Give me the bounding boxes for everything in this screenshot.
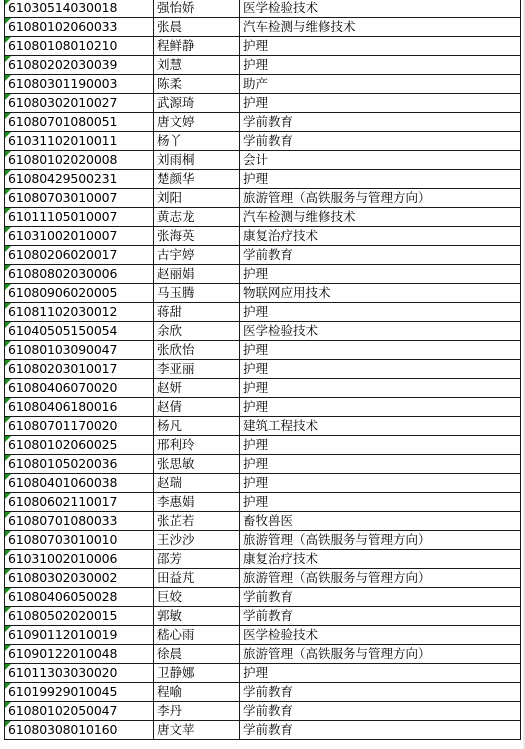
text-number-warning-marker	[5, 607, 11, 613]
student-id-text: 61080302030002	[8, 570, 118, 585]
student-id-cell[interactable]	[5, 189, 154, 208]
major-cell[interactable]: 护理	[240, 398, 521, 417]
table-row	[5, 626, 521, 645]
major-cell[interactable]: 医学检验技术	[240, 626, 521, 645]
student-id-cell[interactable]	[5, 360, 154, 379]
text-number-warning-marker	[5, 455, 11, 461]
table-row	[5, 645, 521, 664]
student-name-cell[interactable]: 赵丽娟	[154, 265, 240, 284]
table-row	[5, 493, 521, 512]
student-id-cell[interactable]	[5, 721, 154, 740]
student-id-cell[interactable]	[5, 474, 154, 493]
student-id-text: 61031002010006	[8, 551, 118, 566]
text-number-warning-marker	[5, 227, 11, 233]
student-name-cell[interactable]: 武源琦	[154, 94, 240, 113]
student-id-cell[interactable]	[5, 303, 154, 322]
text-number-warning-marker	[5, 132, 11, 138]
major-cell[interactable]: 护理	[240, 474, 521, 493]
table-row	[5, 683, 521, 702]
student-id-text: 61080103090047	[8, 342, 118, 357]
student-id-cell[interactable]	[5, 341, 154, 360]
text-number-warning-marker	[5, 265, 11, 271]
text-number-warning-marker	[5, 531, 11, 537]
student-name-cell[interactable]: 张思敏	[154, 455, 240, 474]
student-id-text: 61080202030039	[8, 57, 118, 72]
student-id-text: 61080406050028	[8, 589, 118, 604]
student-table	[4, 0, 521, 740]
student-id-cell[interactable]	[5, 683, 154, 702]
table-row	[5, 227, 521, 246]
student-id-text: 61080502020015	[8, 608, 118, 623]
major-cell[interactable]: 医学检验技术	[240, 322, 521, 341]
student-name-cell[interactable]: 唐文苹	[154, 721, 240, 740]
student-name-cell[interactable]: 张海英	[154, 227, 240, 246]
student-id-text: 61080301190003	[8, 76, 118, 91]
student-id-cell[interactable]	[5, 322, 154, 341]
table-row	[5, 569, 521, 588]
text-number-warning-marker	[5, 0, 11, 5]
student-id-cell[interactable]	[5, 379, 154, 398]
text-number-warning-marker	[5, 512, 11, 518]
table-row	[5, 436, 521, 455]
student-id-cell[interactable]	[5, 113, 154, 132]
student-name-cell[interactable]: 余欣	[154, 322, 240, 341]
student-id-text: 61081102030012	[8, 304, 118, 319]
student-name-cell[interactable]: 郭敏	[154, 607, 240, 626]
student-name-cell[interactable]: 黄志龙	[154, 208, 240, 227]
student-name-cell[interactable]: 田益芃	[154, 569, 240, 588]
text-number-warning-marker	[5, 322, 11, 328]
student-name-cell[interactable]: 徐晨	[154, 645, 240, 664]
student-id-cell[interactable]	[5, 246, 154, 265]
student-id-cell[interactable]	[5, 531, 154, 550]
text-number-warning-marker	[5, 113, 11, 119]
student-id-cell[interactable]	[5, 94, 154, 113]
student-name-cell[interactable]: 卫静娜	[154, 664, 240, 683]
text-number-warning-marker	[5, 493, 11, 499]
major-cell[interactable]: 旅游管理（高铁服务与管理方向）	[240, 531, 521, 550]
student-id-cell[interactable]	[5, 455, 154, 474]
student-id-cell[interactable]	[5, 436, 154, 455]
major-cell[interactable]: 学前教育	[240, 607, 521, 626]
student-name-cell[interactable]: 刘慧	[154, 56, 240, 75]
student-id-cell[interactable]	[5, 75, 154, 94]
major-cell[interactable]: 护理	[240, 265, 521, 284]
student-name-cell[interactable]: 杨凡	[154, 417, 240, 436]
student-id-text: 61080406070020	[8, 380, 118, 395]
student-id-cell[interactable]	[5, 56, 154, 75]
text-number-warning-marker	[5, 550, 11, 556]
text-number-warning-marker	[5, 569, 11, 575]
major-cell[interactable]: 旅游管理（高铁服务与管理方向）	[240, 645, 521, 664]
student-id-cell[interactable]	[5, 398, 154, 417]
text-number-warning-marker	[5, 702, 11, 708]
table-row	[5, 56, 521, 75]
text-number-warning-marker	[5, 626, 11, 632]
text-number-warning-marker	[5, 94, 11, 100]
student-id-text: 61031002010007	[8, 228, 118, 243]
student-id-text: 61080802030006	[8, 266, 118, 281]
student-id-cell[interactable]	[5, 0, 154, 18]
table-row	[5, 246, 521, 265]
major-cell[interactable]: 护理	[240, 455, 521, 474]
student-name-cell[interactable]: 赵倩	[154, 398, 240, 417]
student-id-text: 61080203010017	[8, 361, 118, 376]
student-name-cell[interactable]: 王沙沙	[154, 531, 240, 550]
student-id-cell[interactable]	[5, 151, 154, 170]
student-id-text: 61080906020005	[8, 285, 118, 300]
student-name-cell[interactable]: 邢利玲	[154, 436, 240, 455]
student-id-text: 61080105020036	[8, 456, 118, 471]
table-row	[5, 417, 521, 436]
major-cell[interactable]: 护理	[240, 493, 521, 512]
student-id-cell[interactable]	[5, 208, 154, 227]
text-number-warning-marker	[5, 436, 11, 442]
student-name-cell[interactable]: 杨丫	[154, 132, 240, 151]
major-cell[interactable]: 护理	[240, 379, 521, 398]
major-cell[interactable]: 旅游管理（高铁服务与管理方向）	[240, 189, 521, 208]
table-row	[5, 512, 521, 531]
student-id-text: 61031102010011	[8, 133, 118, 148]
student-id-cell[interactable]	[5, 18, 154, 37]
student-name-cell[interactable]: 唐文婷	[154, 113, 240, 132]
student-id-text: 61080102060025	[8, 437, 118, 452]
student-id-text: 61080701080033	[8, 513, 118, 528]
student-id-cell[interactable]	[5, 493, 154, 512]
table-row	[5, 113, 521, 132]
table-row	[5, 379, 521, 398]
table-row	[5, 588, 521, 607]
student-name-cell[interactable]: 赵瑞	[154, 474, 240, 493]
major-cell[interactable]: 会计	[240, 151, 521, 170]
table-body	[5, 0, 521, 740]
major-cell[interactable]: 学前教育	[240, 113, 521, 132]
text-number-warning-marker	[5, 664, 11, 670]
student-name-cell[interactable]: 马玉腾	[154, 284, 240, 303]
student-id-text: 61080602110017	[8, 494, 118, 509]
text-number-warning-marker	[5, 645, 11, 651]
major-cell[interactable]: 旅游管理（高铁服务与管理方向）	[240, 569, 521, 588]
student-name-cell[interactable]: 强怡娇	[154, 0, 240, 18]
student-name-cell[interactable]: 嵇心雨	[154, 626, 240, 645]
text-number-warning-marker	[5, 588, 11, 594]
major-cell[interactable]: 康复治疗技术	[240, 227, 521, 246]
major-cell[interactable]: 助产	[240, 75, 521, 94]
student-id-text: 61080401060038	[8, 475, 118, 490]
student-id-text: 61080429500231	[8, 171, 118, 186]
student-id-text: 61080406180016	[8, 399, 118, 414]
major-cell[interactable]: 护理	[240, 303, 521, 322]
student-name-cell[interactable]: 楚颜华	[154, 170, 240, 189]
table-row	[5, 75, 521, 94]
table-row	[5, 170, 521, 189]
student-id-text: 61090112010019	[8, 627, 118, 642]
student-id-cell[interactable]	[5, 417, 154, 436]
major-cell[interactable]: 康复治疗技术	[240, 550, 521, 569]
table-row	[5, 94, 521, 113]
major-cell[interactable]: 护理	[240, 94, 521, 113]
student-name-cell[interactable]: 程鲜静	[154, 37, 240, 56]
student-name-cell[interactable]: 李丹	[154, 702, 240, 721]
student-id-text: 61080703010010	[8, 532, 118, 547]
text-number-warning-marker	[5, 151, 11, 157]
student-id-text: 61080701080051	[8, 114, 118, 129]
student-id-text: 61040505150054	[8, 323, 118, 338]
student-id-text: 61011303030020	[8, 665, 118, 680]
table-row	[5, 398, 521, 417]
student-name-cell[interactable]: 张欣怡	[154, 341, 240, 360]
table-row	[5, 37, 521, 56]
table-row	[5, 702, 521, 721]
table-row	[5, 265, 521, 284]
text-number-warning-marker	[5, 18, 11, 24]
major-cell[interactable]: 护理	[240, 341, 521, 360]
student-id-text: 61080701170020	[8, 418, 118, 433]
major-cell[interactable]: 护理	[240, 170, 521, 189]
major-cell[interactable]: 护理	[240, 56, 521, 75]
table-row	[5, 607, 521, 626]
text-number-warning-marker	[5, 398, 11, 404]
student-name-cell[interactable]: 陈柔	[154, 75, 240, 94]
student-id-text: 61011105010007	[8, 209, 118, 224]
student-id-cell[interactable]	[5, 37, 154, 56]
student-id-text: 61019929010045	[8, 684, 118, 699]
student-name-cell[interactable]: 程喻	[154, 683, 240, 702]
major-cell[interactable]: 物联网应用技术	[240, 284, 521, 303]
table-row	[5, 189, 521, 208]
student-id-text: 61080102060033	[8, 19, 118, 34]
student-name-cell[interactable]: 李亚丽	[154, 360, 240, 379]
student-id-text: 61030514030018	[8, 0, 118, 15]
student-id-cell[interactable]	[5, 132, 154, 151]
table-row	[5, 151, 521, 170]
student-name-cell[interactable]: 刘阳	[154, 189, 240, 208]
student-id-text: 61080108010210	[8, 38, 118, 53]
student-id-cell[interactable]	[5, 227, 154, 246]
text-number-warning-marker	[5, 189, 11, 195]
student-id-cell[interactable]	[5, 664, 154, 683]
text-number-warning-marker	[5, 284, 11, 290]
student-name-cell[interactable]: 邵芳	[154, 550, 240, 569]
student-id-cell[interactable]	[5, 569, 154, 588]
student-id-cell[interactable]	[5, 550, 154, 569]
student-id-cell[interactable]	[5, 645, 154, 664]
text-number-warning-marker	[5, 341, 11, 347]
major-cell[interactable]: 护理	[240, 436, 521, 455]
table-row	[5, 531, 521, 550]
table-row	[5, 208, 521, 227]
major-cell[interactable]: 学前教育	[240, 683, 521, 702]
table-row	[5, 303, 521, 322]
major-cell[interactable]: 汽车检测与维修技术	[240, 208, 521, 227]
table-row	[5, 455, 521, 474]
major-cell[interactable]: 学前教育	[240, 702, 521, 721]
table-row	[5, 322, 521, 341]
student-id-cell[interactable]	[5, 512, 154, 531]
text-number-warning-marker	[5, 170, 11, 176]
student-name-cell[interactable]: 蒋甜	[154, 303, 240, 322]
student-name-cell[interactable]: 张晨	[154, 18, 240, 37]
text-number-warning-marker	[5, 246, 11, 252]
major-cell[interactable]: 建筑工程技术	[240, 417, 521, 436]
student-id-text: 61080308010160	[8, 722, 118, 737]
student-name-cell[interactable]: 巨姣	[154, 588, 240, 607]
text-number-warning-marker	[5, 379, 11, 385]
text-number-warning-marker	[5, 75, 11, 81]
major-cell[interactable]: 学前教育	[240, 588, 521, 607]
table-row	[5, 550, 521, 569]
text-number-warning-marker	[5, 474, 11, 480]
student-name-cell[interactable]: 刘雨桐	[154, 151, 240, 170]
student-id-cell[interactable]	[5, 284, 154, 303]
table-row	[5, 664, 521, 683]
student-id-text: 61080302010027	[8, 95, 118, 110]
student-id-text: 61080703010007	[8, 190, 118, 205]
major-cell[interactable]: 畜牧兽医	[240, 512, 521, 531]
major-cell[interactable]: 护理	[240, 37, 521, 56]
student-name-cell[interactable]: 张芷若	[154, 512, 240, 531]
student-name-cell[interactable]: 李惠娟	[154, 493, 240, 512]
text-number-warning-marker	[5, 37, 11, 43]
student-name-cell[interactable]: 赵妍	[154, 379, 240, 398]
major-cell[interactable]: 学前教育	[240, 246, 521, 265]
student-id-text: 61080102020008	[8, 152, 118, 167]
student-id-cell[interactable]	[5, 588, 154, 607]
table-row	[5, 284, 521, 303]
major-cell[interactable]: 学前教育	[240, 132, 521, 151]
student-id-cell[interactable]	[5, 170, 154, 189]
text-number-warning-marker	[5, 208, 11, 214]
major-cell[interactable]: 汽车检测与维修技术	[240, 18, 521, 37]
student-id-cell[interactable]	[5, 702, 154, 721]
text-number-warning-marker	[5, 360, 11, 366]
major-cell[interactable]: 医学检验技术	[240, 0, 521, 18]
major-cell[interactable]: 护理	[240, 664, 521, 683]
student-id-text: 61080206020017	[8, 247, 118, 262]
table-row	[5, 0, 521, 18]
student-id-text: 61090122010048	[8, 646, 118, 661]
student-id-cell[interactable]	[5, 607, 154, 626]
major-cell[interactable]: 学前教育	[240, 721, 521, 740]
major-cell[interactable]: 护理	[240, 360, 521, 379]
text-number-warning-marker	[5, 721, 11, 727]
student-id-text: 61080102050047	[8, 703, 118, 718]
text-number-warning-marker	[5, 303, 11, 309]
text-number-warning-marker	[5, 683, 11, 689]
student-name-cell[interactable]: 古宇婷	[154, 246, 240, 265]
table-row	[5, 18, 521, 37]
table-row	[5, 341, 521, 360]
student-id-cell[interactable]	[5, 626, 154, 645]
table-row	[5, 132, 521, 151]
student-id-cell[interactable]	[5, 265, 154, 284]
table-row	[5, 360, 521, 379]
table-row	[5, 474, 521, 493]
text-number-warning-marker	[5, 56, 11, 62]
table-row	[5, 721, 521, 740]
text-number-warning-marker	[5, 417, 11, 423]
